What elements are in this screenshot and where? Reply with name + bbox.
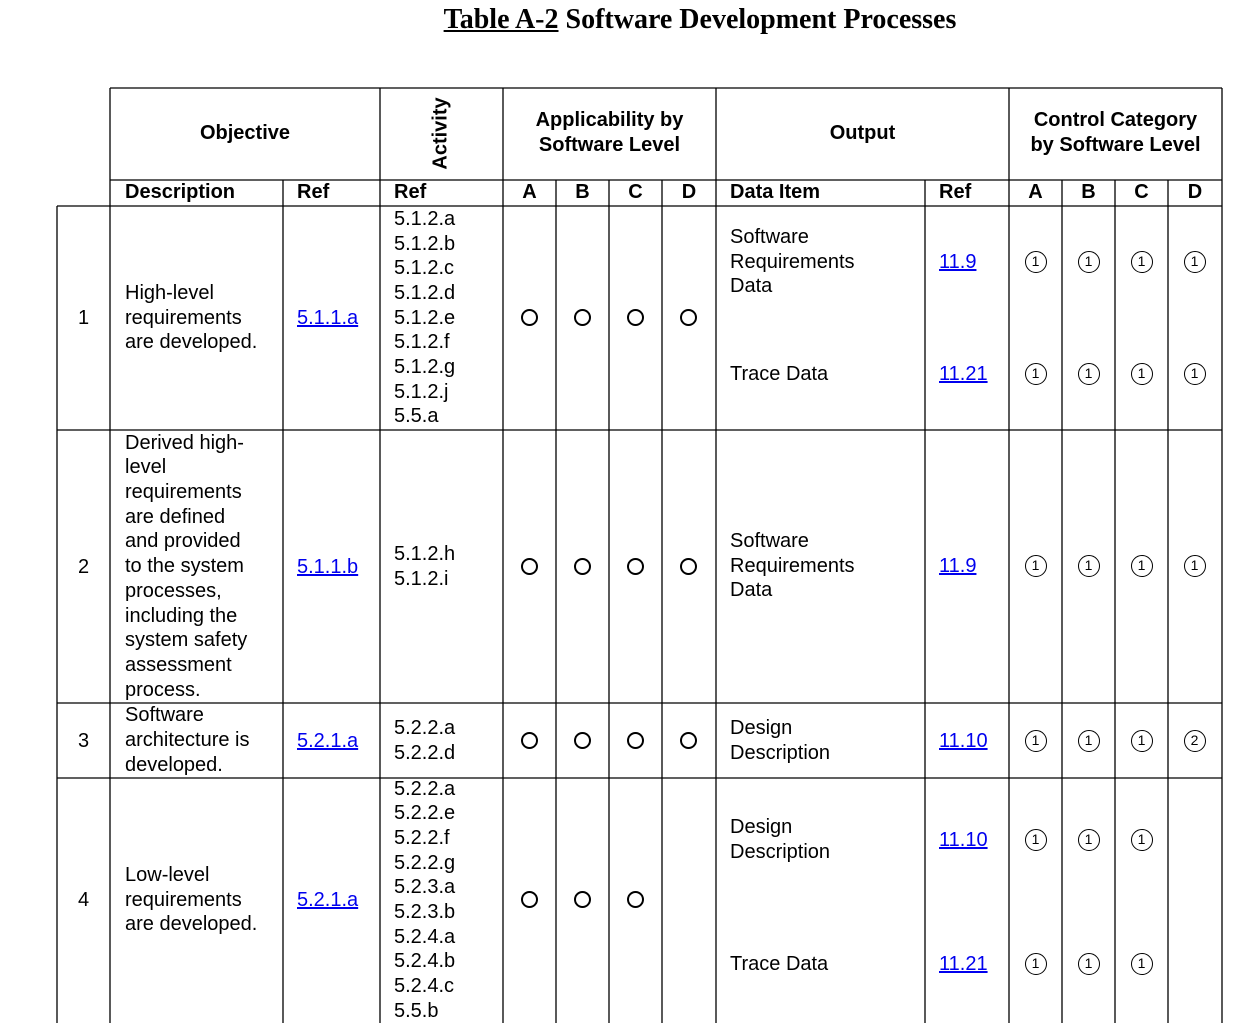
activity-ref: 5.2.4.a <box>394 925 456 948</box>
activity-ref: 5.2.2.f <box>394 826 450 849</box>
control-category-1: 1 <box>1184 363 1206 385</box>
control-category-1: 1 <box>1184 555 1206 577</box>
applicability-circle-c <box>627 558 644 575</box>
output-data-item: Data <box>730 579 773 602</box>
objective-description: developed. <box>125 753 223 776</box>
header-activity: Activity <box>429 97 452 170</box>
control-category-1: 1 <box>1025 363 1047 385</box>
output-data-item: Design <box>730 717 793 740</box>
applicability-circle-a <box>521 309 538 326</box>
control-category-1: 1 <box>1131 363 1153 385</box>
objective-description: requirements <box>125 306 242 329</box>
objective-description: Derived high- <box>125 431 244 454</box>
activity-ref: 5.2.2.a <box>394 716 456 739</box>
objective-ref-link[interactable]: 5.1.1.a <box>297 307 359 329</box>
objective-description: architecture is <box>125 729 250 752</box>
control-category-1: 1 <box>1078 555 1100 577</box>
applicability-circle-b <box>574 558 591 575</box>
output-data-item: Trace Data <box>730 952 829 975</box>
control-category-1: 1 <box>1131 953 1153 975</box>
objective-description: and provided <box>125 530 241 553</box>
applicability-circle-a <box>521 891 538 908</box>
objective-description: are developed. <box>125 913 258 936</box>
control-category-1: 1 <box>1025 953 1047 975</box>
header-output: Output <box>829 122 896 144</box>
output-data-item: Description <box>730 841 831 863</box>
objective-description: Low-level <box>125 863 210 886</box>
applicability-circle-d <box>680 558 697 575</box>
applicability-circle-a <box>521 558 538 575</box>
row-number: 1 <box>77 307 90 329</box>
output-data-item: Trace Data <box>730 362 829 385</box>
activity-ref: 5.2.2.g <box>394 851 456 874</box>
table-number: Table A-2 <box>443 4 559 35</box>
header-ref: Ref <box>297 181 330 203</box>
output-data-item: Design <box>730 816 793 839</box>
output-data-item: Requirements <box>730 250 855 273</box>
objective-description: system safety <box>125 629 248 652</box>
activity-ref: 5.2.4.b <box>394 950 456 973</box>
objective-description: are developed. <box>125 331 258 354</box>
header-applicability-1: Applicability by <box>535 109 684 131</box>
header-level-b: B <box>575 181 590 203</box>
control-category-1: 1 <box>1131 555 1153 577</box>
row-number: 2 <box>77 555 90 578</box>
activity-ref: 5.1.2.h <box>394 542 456 565</box>
objective-description: High-level <box>125 281 214 304</box>
activity-ref: 5.1.2.f <box>394 331 450 354</box>
objective-description: processes, <box>125 579 222 602</box>
control-category-2: 2 <box>1184 730 1206 752</box>
activity-ref: 5.2.3.b <box>394 901 456 923</box>
activity-ref: 5.5.b <box>394 999 439 1022</box>
objective-ref-link[interactable]: 5.1.1.b <box>297 555 359 578</box>
control-category-1: 1 <box>1025 829 1047 851</box>
header-level-c: C <box>628 181 643 203</box>
control-category-1: 1 <box>1078 730 1100 752</box>
table-name: Software Development Processes <box>565 4 957 35</box>
objective-description: requirements <box>125 481 242 504</box>
objective-description: Software <box>125 704 204 727</box>
control-category-1: 1 <box>1078 829 1100 851</box>
output-ref-link[interactable]: 11.10 <box>939 730 988 752</box>
header-control-c: C <box>1134 181 1149 203</box>
output-data-item: Data <box>730 275 773 298</box>
applicability-circle-b <box>574 309 591 326</box>
header-control-1: Control Category <box>1033 109 1198 131</box>
applicability-circle-d <box>680 309 697 326</box>
header-activity-ref: Ref <box>394 181 427 203</box>
output-data-item: Software <box>730 529 809 552</box>
output-ref-link[interactable]: 11.9 <box>939 555 977 577</box>
objective-description: process. <box>125 678 201 701</box>
applicability-circle-c <box>627 891 644 908</box>
control-category-1: 1 <box>1025 555 1047 577</box>
control-category-1: 1 <box>1025 251 1047 273</box>
output-ref-link[interactable]: 11.21 <box>939 363 988 385</box>
output-data-item: Software <box>730 225 809 248</box>
control-category-1: 1 <box>1131 730 1153 752</box>
activity-ref: 5.1.2.e <box>394 306 456 329</box>
header-level-a: A <box>522 181 537 203</box>
control-category-1: 1 <box>1078 251 1100 273</box>
objective-ref-link[interactable]: 5.2.1.a <box>297 889 359 911</box>
row-number: 4 <box>77 889 90 911</box>
header-applicability-2: Software Level <box>538 134 681 156</box>
header-objective: Objective <box>199 122 291 144</box>
activity-ref: 5.5.a <box>394 405 439 428</box>
control-category-1: 1 <box>1025 730 1047 752</box>
activity-ref: 5.1.2.c <box>394 257 455 280</box>
applicability-circle-c <box>627 309 644 326</box>
applicability-circle-a <box>521 732 538 749</box>
applicability-circle-d <box>680 732 697 749</box>
activity-ref: 5.1.2.a <box>394 207 456 230</box>
applicability-circle-c <box>627 732 644 749</box>
activity-ref: 5.2.3.a <box>394 876 456 899</box>
header-control-a: A <box>1028 181 1043 203</box>
header-control-d: D <box>1187 181 1203 203</box>
objective-description: to the system <box>125 555 244 578</box>
applicability-circle-b <box>574 732 591 749</box>
header-control-b: B <box>1081 181 1096 203</box>
output-data-item: Requirements <box>730 554 855 577</box>
header-description: Description <box>125 181 236 203</box>
control-category-1: 1 <box>1131 251 1153 273</box>
control-category-1: 1 <box>1078 363 1100 385</box>
activity-ref: 5.1.2.g <box>394 356 456 379</box>
output-ref-link[interactable]: 11.9 <box>939 251 977 273</box>
activity-ref: 5.2.2.e <box>394 802 456 825</box>
activity-ref: 5.1.2.d <box>394 281 456 304</box>
header-level-d: D <box>681 181 697 203</box>
header-output-ref: Ref <box>939 181 972 203</box>
activity-ref: 5.2.2.d <box>394 741 456 764</box>
output-ref-link[interactable]: 11.10 <box>939 829 988 851</box>
objective-description: level <box>125 456 167 479</box>
row-number: 3 <box>77 729 90 752</box>
activity-ref: 5.1.2.j <box>394 380 449 403</box>
activity-ref: 5.1.2.b <box>394 232 456 255</box>
control-category-1: 1 <box>1131 829 1153 851</box>
objective-description: including the <box>125 604 238 627</box>
objective-description: assessment <box>125 653 232 676</box>
output-data-item: Description <box>730 742 831 764</box>
activity-ref: 5.2.4.c <box>394 975 455 998</box>
objective-description: are defined <box>125 505 226 528</box>
activity-ref: 5.2.2.a <box>394 777 456 800</box>
header-control-2: by Software Level <box>1030 134 1201 156</box>
activity-ref: 5.1.2.i <box>394 567 449 590</box>
output-ref-link[interactable]: 11.21 <box>939 953 988 975</box>
objective-ref-link[interactable]: 5.2.1.a <box>297 729 359 752</box>
objective-description: requirements <box>125 888 242 911</box>
control-category-1: 1 <box>1078 953 1100 975</box>
header-data-item: Data Item <box>730 181 821 203</box>
applicability-circle-b <box>574 891 591 908</box>
control-category-1: 1 <box>1184 251 1206 273</box>
